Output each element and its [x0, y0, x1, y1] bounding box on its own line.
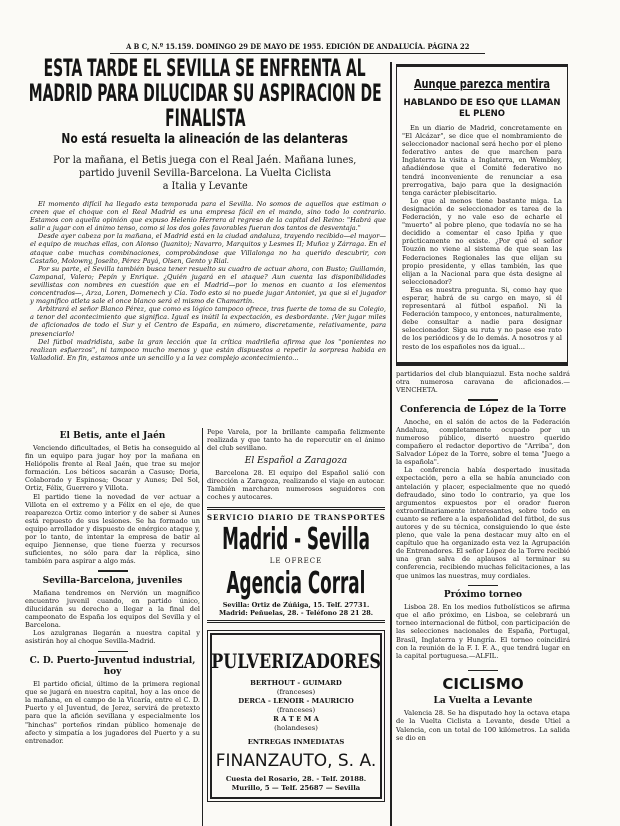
- intro-article: [30, 200, 386, 422]
- ad-title: [207, 522, 385, 557]
- section-heading: Próximo torneo: [443, 590, 523, 601]
- paragraph: El partido tiene la novedad de ver actuar a Villota en el extremo y a Félix en el eje, de que reaparezca Ortiz como interior y de saber si Aunes está repuesto de sus lesiones. Se ha formado un equipo arrollador y dispuesto de enérgico ataque y, por lo tanto, de intentar la empresa de batir al equipo Jiennense, que tiene fuerza y recursos suficientes, no sólo para dar la réplica, sino también para aspirar a algo más.: [25, 492, 200, 566]
- ad-offer: LE OFRECE: [269, 557, 323, 565]
- paragraph: Lo que al menos tiene bastante miga. La designación de seleccionador es tarea de la Federación, y no vale eso de echarle el "muerto" al pobre pleno, que todavía no se ha decidido a comentar el caso Ipiña y que prácticamente no existe. ¿Por qué el señor Touzón no viene al sistema de que sean las Federaciones Regionales las que elijan su propio presidente, y ellas también, las que elijan a la Nacional para que ésta designe al seleccionador?: [402, 196, 562, 286]
- section-heading: El Español a Zaragoza: [244, 456, 348, 466]
- paragraph: Del fútbol madridista, sabe la gran lección que la crítica madrileña afirma que los "ponientes no realizan esfuerzos", ni tampoco mucho menos y que están dispuestos a repetir la sorpresa habida en Valladolid. En fin, estamos ante un sencillo y a la vez complejo acontecimiento...: [30, 337, 386, 362]
- headline-text: ESTA TARDE EL SEVILLA SE ENFRENTA AL: [43, 54, 367, 82]
- sprayers-ad: [210, 633, 382, 799]
- article-body: [207, 469, 385, 502]
- box-subtitle: HABLANDO DE ESO QUE LLAMAN EL PLENO: [403, 98, 561, 119]
- page-header: [110, 42, 485, 54]
- box-body: [402, 124, 562, 351]
- ad-address: Cuesta del Rosario, 28. - Telf. 20188.: [225, 775, 367, 783]
- ad-origin: (franceses): [276, 706, 316, 714]
- paragraph: Anoche, en el salón de actos de la Federación Andaluza, completamente ocupado por un numeroso público, disertó nuestro querido compañero el redactor deportivo de "Arriba", don Salvador López de la Torre, sobre el tema "Juego a la española".: [396, 417, 570, 467]
- opinion-box: [396, 64, 568, 366]
- paragraph: partidarios del club blanquiazul. Esta noche saldrá otra numerosa caravana de aficionados.—VENCHETA.: [396, 370, 570, 395]
- deck-text: Por la mañana, el Betis juega con el Real Jaén. Mañana lunes,: [53, 154, 357, 166]
- ad-origin: (franceses): [276, 688, 316, 696]
- paragraph: Mañana tendremos en Nervión un magnífico encuentro juvenil cuando, en partido único, dilucidarán su derecho a llegar a la final del campeonato de España los equipos del Sevilla y el Barcelona.: [25, 588, 200, 630]
- paragraph: Arbitrará el señor Blanco Pérez, que como es lógico tampoco ofrece, tras fuerte de toma de su Colegio, a tenor del acontecimiento que significa. Igual es inútil la expectación, es desbordante. ¡Ver jugar miles de aficionados de todo el Sur y el Centro de España, en número, discretamente, relativamente, para presenciarlo!: [30, 305, 386, 338]
- paragraph: El partido oficial, último de la primera regional que se jugará en nuestra capital, hoy a las once de la mañana, en el campo de la Vicaría, entre el C. D. Puerto y el Juventud, de Jerez, servirá de pretexto para que la afición sevillana y especialmente los "hinchas" porteños rindan público homenaje de afecto y simpatía a los jugadores del Puerto y a su entrenador.: [25, 680, 200, 745]
- paragraph: El momento difícil ha llegado esta temporada para el Sevilla. No somos de aquellos que estiman o creen que el choque con el Real Madrid es una empresa fácil en el mando, sino todo lo contrario. Estamos con aquella opinión que expuso Helenio Herrera al regreso de la capital del Reino: "Habrá que salir a jugar con el ánimo tenso, como si los dos goles favorables fueran dos tantos de desventaja.": [30, 200, 386, 233]
- paragraph: Desde ayer cabeza por la mañana, el Madrid está en la ciudad andaluza, trayendo recibido—el mayor—el equipo de muchas ellas, con Alonso (Juanito); Navarro, Marquitos y Lesmes II; Muñoz y Zárraga. En el ataque cabe muchas combinaciones, comprobándose que Villalonga no ha querido descubrir, con Castaño, Molowny, Joseíto, Pérez Payá, Olsen, Gento y Rial.: [30, 232, 386, 265]
- headline-line: [22, 106, 388, 131]
- deck: [20, 154, 390, 193]
- deck-line: [20, 180, 390, 193]
- ad-delivery: ENTREGAS INMEDIATAS: [247, 738, 345, 746]
- separator: [98, 651, 128, 653]
- paragraph: Venciendo dificultades, el Betis ha conseguido al fin un equipo para jugar hoy por la mañana en Heliópolis frente al Real Jaén, que trae su mejor formación. Los béticos sacarán a Casuso; Doria, Colaborado y Espinosa; Oscar y Aunes; Del Sol, Ortiz, Félix, Guerrero y Villota.: [25, 444, 200, 493]
- paragraph: La conferencia había despertado inusitada expectación, pero a ella se había anunciado con antelación y placer, especialmente que no quedó defraudado, sino todo lo contrario, ya que los argumentos expuestos por el orador fueron extraordinariamente interesantes, sobre todo en cuanto se refiere a la españolidad del fútbol, de sus autores y de su técnica, consiguiendo lo que éste pleno, que vale la pena destacar muy alto en el capítulo que ha organizado esta vez la Agrupación de Entrenadores. El señor López de la Torre recibió una gran salva de aplausos al terminar su conferencia, recibiendo muchas felicitaciones, a las que unimos las nuestras, muy cordiales.: [396, 466, 570, 580]
- ad-company: FINANZAUTO, S. A.: [215, 751, 377, 771]
- paragraph: Barcelona 28. El equipo del Español salió con dirección a Zaragoza, realizando el viaje en autocar. También marcharon numerosos seguidores con coches y autocares.: [207, 469, 385, 502]
- column-divider: [390, 62, 392, 826]
- ad-title: [211, 649, 381, 673]
- headline-line: [22, 81, 388, 106]
- deck-text: partido juvenil Sevilla-Barcelona. La Vuelta Ciclista: [78, 167, 332, 179]
- ad-brand: DERCA - LENOIR - MAURICIO: [238, 697, 354, 705]
- separator: [468, 670, 498, 672]
- subheadline: [20, 131, 390, 149]
- deck-line: [20, 167, 390, 180]
- box-title: [402, 76, 562, 92]
- page-header-text: A B C, N.º 15.159. DOMINGO 29 DE MAYO DE 1955. EDICIÓN DE ANDALUCÍA. PÁGINA 22: [125, 42, 470, 51]
- headline-line: [22, 56, 388, 81]
- subheadline-text: No está resuelta la alineación de las delanteras: [61, 132, 349, 147]
- section-heading: C. D. Puerto-Juventud industrial, hoy: [29, 656, 196, 678]
- deck-text: a Italia y Levante: [162, 180, 248, 192]
- paragraph: Los azulgranas llegarán a nuestra capital y asistirán hoy al choque Sevilla-Madrid.: [25, 629, 200, 646]
- ad-agency-text: Agencia Corral: [226, 566, 366, 601]
- box-title-text: Aunque parezca mentira: [413, 77, 551, 91]
- ad-address: Madrid: Peñuelas, 28. - Teléfono 28 21 28.: [218, 609, 374, 617]
- ad-title-text: PULVERIZADORES: [211, 649, 381, 673]
- ad-address: Murillo, 5 — Telf. 25687 — Sevilla: [231, 784, 361, 792]
- section-heading: Sevilla-Barcelona, juveniles: [42, 575, 183, 586]
- ad-brand: R A T E M A: [273, 715, 319, 723]
- ad-brand: BERTHOUT - GUIMARD: [250, 679, 342, 687]
- left-column: [25, 428, 200, 824]
- deck-line: [20, 154, 390, 167]
- separator: [468, 399, 498, 401]
- right-column: [396, 370, 570, 824]
- ad-title-text: Madrid - Sevilla: [222, 522, 370, 557]
- paragraph: Pepe Varela, por la brillante campaña felizmente realizada y que tanto ha de repercutir en el ánimo del club sevillano.: [207, 428, 385, 453]
- section-heading: El Betis, ante el Jaén: [59, 431, 166, 441]
- headline-text: MADRID PARA DILUCIDAR SU ASPIRACION DE: [28, 79, 382, 107]
- paragraph: Lisboa 28. En los medios futbolísticos se afirma que el año próximo, en Lisboa, se celebrará un torneo internacional de fútbol, con participación de las selecciones nacionales de España, Portugal, Brasil, Inglaterra y Hungría. El torneo coincidirá con la reunión de la F. I. F. A., que tendrá lugar en la capital portuguesa.—ALFIL.: [396, 603, 570, 660]
- headline-text: FINALISTA: [164, 104, 246, 132]
- transport-ad: [207, 507, 385, 623]
- section-title: CICLISMO: [442, 675, 524, 694]
- paragraph: Esa es nuestra pregunta. Si, como hay que esperar, habrá de su cargo en mayo, si él representará al fútbol español. Ni la Federación tampoco, y entonces, naturalmente, debe consultar a nadie para designar seleccionador. Siga su ruta y no pase ese rato de los periódicos y de lo demás. A nosotros y al resto de los españoles nos da igual...: [402, 285, 562, 351]
- main-headline: [22, 56, 388, 131]
- separator: [468, 585, 498, 587]
- paragraph: En un diario de Madrid, concretamente en "El Alcázar", se dice que el nombramiento de seleccionador nacional será hecho por el pleno federativo antes de que marchen para Inglaterra la visita a Inglaterra, en Wembley, añadiéndose que el Comité federativo no tendrá inconveniente de renunciar a esa prerrogativa, bajo para que la designación tenga carácter plebiscitario.: [402, 124, 562, 197]
- section-heading: La Vuelta a Levante: [433, 696, 533, 707]
- continuation-text: [207, 428, 385, 453]
- paragraph: Por su parte, el Sevilla también busca tener resuelto su cuadro de actuar ahora, con Busto; Guillamón, Campanal, Valero; Pepín y Enrique. ¿Quién jugará en el ataque? Aun cuenta las disponibilidades sevillistas con nombres en cuestión que en el Madrid—por lo menos en cuanto a los elementos concentrados—, Arza, Loren, Domenech y Cía. Todo esto si no puede jugar Antoniet, ya que si el jugador y magnífico atleta sale el once blanco será el mismo de Chamartín.: [30, 264, 386, 306]
- middle-column: [207, 428, 385, 824]
- ad-address: Sevilla: Ortiz de Zúñiga, 15. Telf. 27731.: [222, 601, 370, 609]
- column-divider: [202, 428, 203, 826]
- ad-agency: [207, 566, 385, 601]
- ad-origin: (holandeses): [274, 724, 318, 732]
- ad-kicker: SERVICIO DIARIO DE TRANSPORTES: [207, 513, 386, 522]
- section-heading: Conferencia de López de la Torre: [399, 404, 567, 415]
- separator: [98, 570, 128, 572]
- paragraph: Valencia 28. Se ha disputado hoy la octava etapa de la Vuelta Ciclista a Levante, desde Utiel a Valencia, con un total de 100 kilómetros. La salida se dio en: [396, 709, 570, 742]
